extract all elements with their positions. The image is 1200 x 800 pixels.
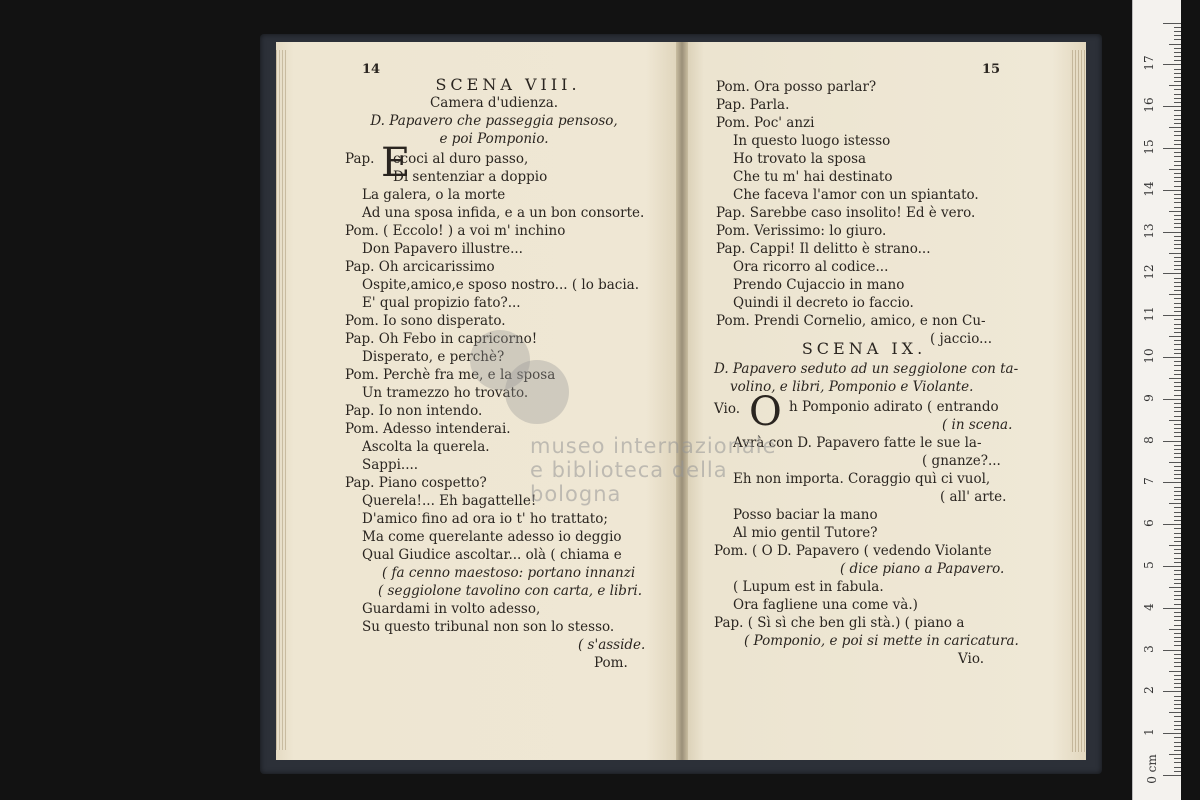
text-line: Pom. Adesso intenderai. (345, 421, 511, 437)
ruler-tick (1174, 641, 1181, 642)
ruler-number: 13 (1142, 222, 1156, 239)
dropcap-letter: E (381, 140, 411, 186)
text-line: Ascolta la querela. (362, 439, 490, 455)
dropcap-letter: O (749, 389, 782, 435)
ruler-tick (1174, 278, 1181, 279)
text-line: ( seggiolone tavolino con carta, e libri. (378, 583, 643, 599)
text-line: Ho trovato la sposa (733, 151, 867, 167)
ruler-tick (1174, 207, 1181, 208)
ruler-tick (1174, 290, 1181, 291)
ruler-tick (1174, 457, 1181, 458)
text-line: ( jaccio... (930, 331, 992, 347)
ruler-tick (1174, 219, 1181, 220)
ruler-number: 4 (1142, 602, 1156, 611)
ruler-number: 10 (1142, 348, 1156, 364)
ruler-tick (1174, 244, 1181, 245)
ruler-tick (1174, 374, 1181, 375)
ruler-tick (1174, 269, 1181, 270)
ruler-tick (1174, 666, 1181, 667)
text-line: La galera, o la morte (362, 187, 506, 203)
ruler-tick (1174, 416, 1181, 417)
text-line: Vio. (958, 651, 985, 667)
ruler-tick (1174, 533, 1181, 534)
ruler-tick (1174, 520, 1181, 521)
ruler-tick (1174, 633, 1181, 634)
ruler-tick (1169, 336, 1181, 337)
ruler-tick (1174, 286, 1181, 287)
ruler-tick (1174, 89, 1181, 90)
text-line: Ma come querelante adesso io deggio (362, 529, 622, 545)
ruler-tick (1163, 775, 1181, 776)
text-line: Sappi.... (362, 457, 419, 473)
ruler-tick (1174, 574, 1181, 575)
ruler-tick (1174, 177, 1181, 178)
ruler-number: 14 (1142, 181, 1156, 197)
stage-direction: D. Papavero seduto ad un seggiolone con ta- (714, 361, 1019, 377)
ruler-number: 9 (1142, 393, 1156, 402)
ruler-tick (1174, 637, 1181, 638)
ruler-tick (1174, 81, 1181, 82)
ruler-tick (1174, 152, 1181, 153)
ruler-number: 11 (1142, 306, 1156, 322)
ruler-tick (1163, 357, 1181, 358)
text-line: Ad una sposa infida, e a un bon consorte. (362, 205, 645, 221)
ruler-tick (1174, 135, 1181, 136)
ruler-tick (1174, 349, 1181, 350)
text-line: Pom. ( Eccolo! ) a voi m' inchino (345, 223, 566, 239)
ruler-tick (1174, 282, 1181, 283)
ruler-tick (1174, 161, 1181, 162)
ruler-tick (1174, 495, 1181, 496)
ruler-tick (1169, 294, 1181, 295)
ruler-tick (1169, 712, 1181, 713)
ruler-tick (1169, 503, 1181, 504)
ruler-tick (1174, 390, 1181, 391)
ruler-tick (1174, 56, 1181, 57)
ruler-tick (1174, 762, 1181, 763)
watermark-text: e biblioteca della (530, 458, 728, 482)
text-line: Pom. Verissimo: lo giuro. (716, 223, 887, 239)
ruler-tick (1174, 595, 1181, 596)
ruler-tick (1169, 587, 1181, 588)
ruler-tick (1174, 436, 1181, 437)
ruler-tick (1174, 144, 1181, 145)
text-line: Pap. Oh Febo in capricorno! (345, 331, 538, 347)
ruler-number: 7 (1142, 477, 1156, 486)
ruler-tick (1174, 507, 1181, 508)
ruler-tick (1174, 583, 1181, 584)
ruler-tick (1169, 462, 1181, 463)
stage-direction: D. Papavero che passeggia pensoso, (370, 113, 618, 129)
ruler-tick (1169, 629, 1181, 630)
ruler-tick (1174, 119, 1181, 120)
ruler-tick (1163, 232, 1181, 233)
ruler-tick (1174, 625, 1181, 626)
ruler-tick (1174, 750, 1181, 751)
ruler-tick (1174, 687, 1181, 688)
ruler-tick (1174, 98, 1181, 99)
ruler-tick (1174, 115, 1181, 116)
ruler-tick (1169, 754, 1181, 755)
text-line: ( dice piano a Papavero. (840, 561, 1005, 577)
text-line: ( gnanze?... (922, 453, 1001, 469)
ruler-tick (1174, 721, 1181, 722)
ruler-tick (1174, 202, 1181, 203)
ruler-number: 16 (1142, 97, 1156, 113)
ruler-tick (1174, 478, 1181, 479)
text-line: Pom. ( O D. Papavero ( vedendo Violante (714, 543, 992, 559)
ruler-tick (1174, 35, 1181, 36)
ruler-tick (1174, 553, 1181, 554)
text-line: Pom. Io sono disperato. (345, 313, 506, 329)
text-line: Disperato, e perchè? (362, 349, 505, 365)
ruler-tick (1174, 424, 1181, 425)
ruler-tick (1174, 403, 1181, 404)
ruler-tick (1174, 737, 1181, 738)
text-line: ( fa cenno maestoso: portano innanzi (382, 565, 636, 581)
text-line: In questo luogo istesso (733, 133, 891, 149)
ruler-tick (1174, 173, 1181, 174)
text-line: Pap. (345, 151, 375, 167)
ruler-tick (1163, 482, 1181, 483)
ruler-tick (1174, 432, 1181, 433)
ruler-tick (1174, 729, 1181, 730)
ruler-tick (1174, 353, 1181, 354)
ruler-tick (1174, 537, 1181, 538)
ruler-tick (1174, 700, 1181, 701)
ruler-tick (1174, 612, 1181, 613)
page-edges-right (1070, 50, 1086, 752)
ruler-tick (1174, 340, 1181, 341)
ruler-tick (1174, 186, 1181, 187)
text-line: ( Lupum est in fabula. (733, 579, 884, 595)
ruler-tick (1174, 386, 1181, 387)
ruler-tick (1174, 658, 1181, 659)
ruler-unit-label: 0 cm (1145, 754, 1159, 784)
ruler-tick (1174, 248, 1181, 249)
ruler-number: 3 (1142, 644, 1156, 653)
ruler-tick (1174, 131, 1181, 132)
scene-title-ix: SCENA IX. (801, 339, 927, 358)
ruler-tick (1174, 679, 1181, 680)
text-line: Pom. (594, 655, 628, 671)
right-page-number: 15 (982, 62, 1001, 77)
watermark-logo-circle (505, 360, 569, 424)
ruler-tick (1163, 148, 1181, 149)
ruler-tick (1174, 324, 1181, 325)
ruler-number: 12 (1142, 264, 1156, 281)
ruler-tick (1163, 273, 1181, 274)
ruler-tick (1174, 181, 1181, 182)
ruler-tick (1174, 257, 1181, 258)
text-line: Ospite,amico,e sposo nostro... ( lo bacia. (362, 277, 640, 293)
ruler-number: 6 (1142, 519, 1156, 528)
ruler-tick (1174, 771, 1181, 772)
ruler-tick (1174, 77, 1181, 78)
ruler-tick (1174, 227, 1181, 228)
ruler-tick (1174, 528, 1181, 529)
ruler-tick (1169, 127, 1181, 128)
ruler-tick (1174, 194, 1181, 195)
page-edges-left (276, 50, 286, 750)
ruler-tick (1174, 265, 1181, 266)
ruler-tick (1163, 566, 1181, 567)
ruler-tick (1174, 236, 1181, 237)
ruler-tick (1163, 441, 1181, 442)
ruler-tick (1174, 361, 1181, 362)
text-line: Querela!... Eh bagattelle! (362, 493, 537, 509)
text-line: Che tu m' hai destinato (733, 169, 893, 185)
text-line: Pap. Io non intendo. (345, 403, 483, 419)
ruler-tick (1174, 94, 1181, 95)
text-line: Guardami in volto adesso, (362, 601, 541, 617)
text-line: Don Papavero illustre... (362, 241, 523, 257)
ruler-number: 15 (1142, 139, 1156, 155)
ruler-tick (1174, 716, 1181, 717)
text-line: D'amico fino ad ora io t' ho trattato; (362, 511, 608, 527)
text-line: Un tramezzo ho trovato. (362, 385, 529, 401)
ruler-tick (1174, 102, 1181, 103)
measurement-ruler (1132, 0, 1181, 800)
ruler-tick (1163, 23, 1181, 24)
ruler-tick (1174, 123, 1181, 124)
ruler-tick (1174, 579, 1181, 580)
text-line: Pap. Sarebbe caso insolito! Ed è vero. (716, 205, 976, 221)
text-line: Vio. (714, 401, 741, 417)
ruler-tick (1174, 704, 1181, 705)
text-line: ccoci al duro passo, (393, 151, 529, 167)
watermark-text: bologna (530, 482, 622, 506)
text-line: Avrà con D. Papavero fatte le sue la- (733, 435, 982, 451)
ruler-number: 1 (1142, 728, 1156, 737)
ruler-tick (1174, 604, 1181, 605)
ruler-tick (1174, 311, 1181, 312)
text-line: Che faceva l'amor con un spiantato. (733, 187, 979, 203)
ruler-tick (1174, 453, 1181, 454)
ruler-tick (1174, 742, 1181, 743)
text-line: Pap. Cappi! Il delitto è strano... (716, 241, 931, 257)
ruler-tick (1174, 73, 1181, 74)
text-line: Ora ricorro al codice... (733, 259, 889, 275)
ruler-tick (1174, 370, 1181, 371)
ruler-tick (1169, 420, 1181, 421)
text-line: Pom. Perchè fra me, e la sposa (345, 367, 556, 383)
ruler-tick (1174, 696, 1181, 697)
ruler-tick (1174, 110, 1181, 111)
ruler-tick (1174, 69, 1181, 70)
text-line: Pom. Prendi Cornelio, amico, e non Cu- (716, 313, 986, 329)
ruler-tick (1174, 344, 1181, 345)
ruler-number: 5 (1142, 561, 1156, 569)
ruler-tick (1174, 767, 1181, 768)
ruler-tick (1174, 466, 1181, 467)
ruler-tick (1174, 307, 1181, 308)
text-line: Ora fagliene una come và.) (733, 597, 918, 613)
ruler-tick (1169, 169, 1181, 170)
ruler-tick (1174, 654, 1181, 655)
watermark-text: museo internazionale (530, 434, 777, 458)
ruler-tick (1174, 549, 1181, 550)
ruler-tick (1174, 474, 1181, 475)
ruler-tick (1163, 608, 1181, 609)
stage-direction: volino, e libri, Pomponio e Violante. (730, 379, 974, 395)
ruler-tick (1163, 524, 1181, 525)
ruler-tick (1174, 570, 1181, 571)
ruler-tick (1174, 407, 1181, 408)
text-line: E' qual propizio fato?... (362, 295, 521, 311)
ruler-tick (1174, 645, 1181, 646)
text-line: Pap. ( Sì sì che ben gli stà.) ( piano a (714, 615, 965, 631)
text-line: Pap. Parla. (716, 97, 790, 113)
ruler-tick (1163, 399, 1181, 400)
ruler-tick (1163, 733, 1181, 734)
ruler-tick (1163, 64, 1181, 65)
ruler-tick (1174, 562, 1181, 563)
ruler-tick (1174, 541, 1181, 542)
ruler-tick (1174, 725, 1181, 726)
ruler-tick (1174, 156, 1181, 157)
ruler-tick (1174, 708, 1181, 709)
ruler-tick (1174, 558, 1181, 559)
text-line: Eh non importa. Coraggio quì ci vuol, (733, 471, 991, 487)
text-line: Al mio gentil Tutore? (733, 525, 878, 541)
ruler-tick (1174, 516, 1181, 517)
text-line: h Pomponio adirato ( entrando (789, 399, 999, 415)
text-line: Pom. Poc' anzi (716, 115, 815, 131)
text-line: Posso baciar la mano (733, 507, 878, 523)
ruler-tick (1174, 599, 1181, 600)
text-line: Su questo tribunal non son lo stesso. (362, 619, 615, 635)
ruler-tick (1174, 499, 1181, 500)
ruler-tick (1174, 240, 1181, 241)
ruler-tick (1174, 487, 1181, 488)
ruler-tick (1174, 411, 1181, 412)
ruler-tick (1163, 315, 1181, 316)
ruler-tick (1174, 512, 1181, 513)
ruler-tick (1174, 395, 1181, 396)
ruler-tick (1174, 165, 1181, 166)
ruler-tick (1174, 60, 1181, 61)
ruler-tick (1174, 223, 1181, 224)
ruler-tick (1174, 591, 1181, 592)
ruler-tick (1174, 365, 1181, 366)
scene-title-viii: SCENA VIII. (435, 75, 581, 94)
ruler-tick (1163, 190, 1181, 191)
ruler-tick (1174, 52, 1181, 53)
scene-setting: Camera d'udienza. (429, 95, 559, 111)
ruler-tick (1174, 470, 1181, 471)
text-line: Quindi il decreto io faccio. (733, 295, 914, 311)
ruler-tick (1174, 328, 1181, 329)
ruler-tick (1174, 298, 1181, 299)
text-line: Pap. Oh arcicarissimo (345, 259, 495, 275)
ruler-tick (1174, 746, 1181, 747)
ruler-tick (1174, 48, 1181, 49)
ruler-tick (1174, 758, 1181, 759)
ruler-tick (1174, 428, 1181, 429)
ruler-tick (1174, 662, 1181, 663)
ruler-tick (1169, 211, 1181, 212)
ruler-tick (1174, 445, 1181, 446)
ruler-tick (1169, 671, 1181, 672)
ruler-tick (1174, 39, 1181, 40)
text-line: ( Pomponio, e poi si mette in caricatura. (744, 633, 1019, 649)
ruler-tick (1174, 31, 1181, 32)
left-page-number: 14 (362, 62, 381, 77)
ruler-tick (1174, 620, 1181, 621)
ruler-number: 17 (1142, 55, 1156, 72)
ruler-tick (1174, 303, 1181, 304)
ruler-tick (1174, 616, 1181, 617)
ruler-tick (1174, 491, 1181, 492)
ruler-tick (1169, 44, 1181, 45)
ruler-tick (1174, 198, 1181, 199)
text-line: Pap. Piano cospetto? (345, 475, 487, 491)
ruler-tick (1169, 545, 1181, 546)
text-line: Pom. Ora posso parlar? (716, 79, 877, 95)
ruler-tick (1174, 140, 1181, 141)
ruler-tick (1174, 449, 1181, 450)
ruler-tick (1174, 683, 1181, 684)
ruler-tick (1174, 319, 1181, 320)
text-line: Qual Giudice ascoltar... olà ( chiama e (362, 547, 622, 563)
ruler-tick (1163, 650, 1181, 651)
ruler-tick (1174, 332, 1181, 333)
ruler-number: 8 (1142, 435, 1156, 444)
ruler-tick (1169, 85, 1181, 86)
ruler-number: 2 (1142, 686, 1156, 695)
ruler-tick (1169, 378, 1181, 379)
ruler-tick (1163, 691, 1181, 692)
ruler-tick (1174, 382, 1181, 383)
text-line: ( all' arte. (940, 489, 1007, 505)
ruler-tick (1174, 27, 1181, 28)
ruler-tick (1174, 215, 1181, 216)
text-line: Prendo Cujaccio in mano (733, 277, 905, 293)
ruler-tick (1169, 253, 1181, 254)
book-gutter (676, 42, 688, 760)
ruler-tick (1174, 675, 1181, 676)
ruler-tick (1174, 261, 1181, 262)
text-line: ( in scena. (942, 417, 1013, 433)
ruler-tick (1163, 106, 1181, 107)
text-line: ( s'asside. (578, 637, 646, 653)
stage-direction: e poi Pomponio. (439, 131, 549, 147)
text-line: Di sentenziar a doppio (393, 169, 548, 185)
